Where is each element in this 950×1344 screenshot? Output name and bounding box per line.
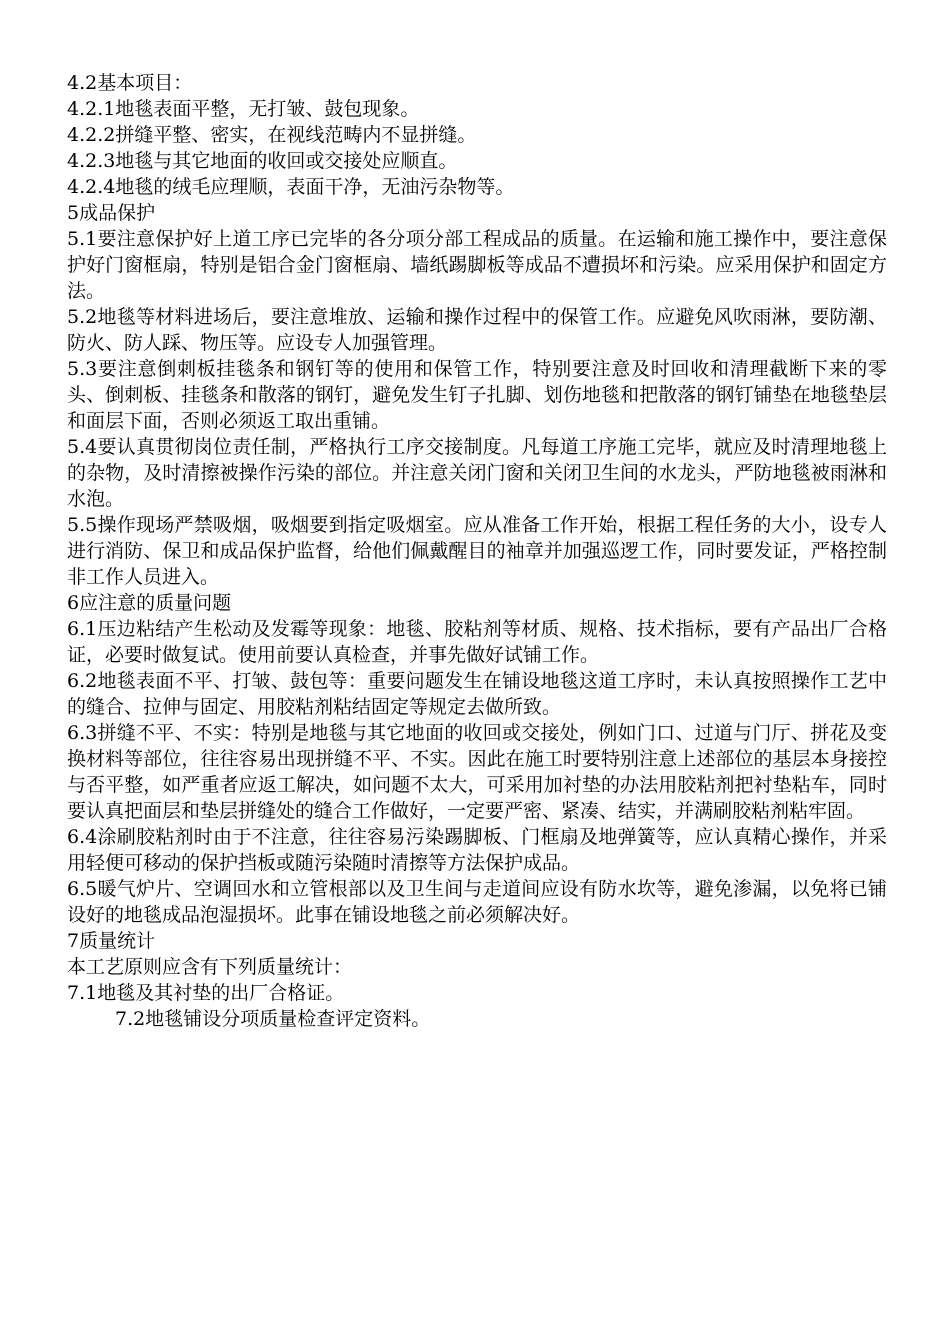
section-heading-6: 6应注意的质量问题 — [67, 592, 232, 614]
item-5-1: 5.1要注意保护好上道工序已完毕的各分项分部工程成品的质量。在运输和施工操作中，要注意保护好门窗框扇，特别是铝合金门窗框扇、墙纸踢脚板等成品不遭损坏和污染。应采用保护和固定方法。 — [67, 228, 887, 302]
item-6-3: 6.3拼缝不平、不实：特别是地毯与其它地面的收回或交接处，例如门口、过道与门厅、拼花及变换材料等部位，往往容易出现拼缝不平、不实。因此在施工时要特别注意上述部位的基层本身接控与否平整，如严重者应返工解决，如问题不太大，可采用加衬垫的办法用胶粘剂把衬垫粘车，同时要认真把面层和垫层拼缝处的缝合工作做好，一定要严密、紧凑、结实，并满刷胶粘剂粘牢固。 — [67, 722, 887, 822]
item-6-2: 6.2地毯表面不平、打皱、鼓包等：重要问题发生在铺设地毯这道工序时，未认真按照操作工艺中的缝合、拉伸与固定、用胶粘剂粘结固定等规定去做所致。 — [67, 670, 887, 718]
heading-4-2: 4.2基本项目： — [67, 72, 193, 94]
item-6-5: 6.5暖气炉片、空调回水和立管根部以及卫生间与走道间应设有防水坎等，避免渗漏，以免将已铺设好的地毯成品泡湿损坏。此事在铺设地毯之前必须解决好。 — [67, 878, 887, 926]
item-7-1: 7.1地毯及其衬垫的出厂合格证。 — [67, 982, 345, 1004]
section-7-intro: 本工艺原则应含有下列质量统计： — [67, 956, 353, 978]
item-4-2-2: 4.2.2拼缝平整、密实，在视线范畴内不显拼缝。 — [67, 124, 477, 146]
item-6-1: 6.1压边粘结产生松动及发霉等现象：地毯、胶粘剂等材质、规格、技术指标，要有产品出厂合格证，必要时做复试。使用前要认真检查，并事先做好试铺工作。 — [67, 618, 887, 666]
item-4-2-3: 4.2.3地毯与其它地面的收回或交接处应顺直。 — [67, 150, 458, 172]
section-heading-7: 7质量统计 — [67, 930, 156, 952]
item-4-2-1: 4.2.1地毯表面平整，无打皱、鼓包现象。 — [67, 98, 420, 120]
section-heading-5: 5成品保护 — [67, 202, 156, 224]
item-7-2: 7.2地毯铺设分项质量检查评定资料。 — [115, 1008, 431, 1030]
item-5-5: 5.5操作现场严禁吸烟，吸烟要到指定吸烟室。应从准备工作开始，根据工程任务的大小，设专人进行消防、保卫和成品保护监督，给他们佩戴醒目的袖章并加强巡逻工作，同时要发证，严格控制非工作人员进入。 — [67, 514, 887, 588]
item-6-4: 6.4涂刷胶粘剂时由于不注意，往往容易污染踢脚板、门框扇及地弹簧等，应认真精心操作，并采用轻便可移动的保护挡板或随污染随时清擦等方法保护成品。 — [67, 826, 887, 874]
item-5-2: 5.2地毯等材料进场后，要注意堆放、运输和操作过程中的保管工作。应避免风吹雨淋，要防潮、防火、防人踩、物压等。应设专人加强管理。 — [67, 306, 887, 354]
document-page — [67, 70, 887, 1032]
item-5-3: 5.3要注意倒刺板挂毯条和钢钉等的使用和保管工作，特别要注意及时回收和清理截断下来的零头、倒刺板、挂毯条和散落的钢钉，避免发生钉子扎脚、划伤地毯和把散落的钢钉铺垫在地毯垫层和面层下面，否则必须返工取出重铺。 — [67, 358, 887, 432]
item-4-2-4: 4.2.4地毯的绒毛应理顺，表面干净，无油污杂物等。 — [67, 176, 515, 198]
item-5-4: 5.4要认真贯彻岗位责任制，严格执行工序交接制度。凡每道工序施工完毕，就应及时清理地毯上的杂物，及时清擦被操作污染的部位。并注意关闭门窗和关闭卫生间的水龙头，严防地毯被雨淋和水泡。 — [67, 436, 887, 510]
